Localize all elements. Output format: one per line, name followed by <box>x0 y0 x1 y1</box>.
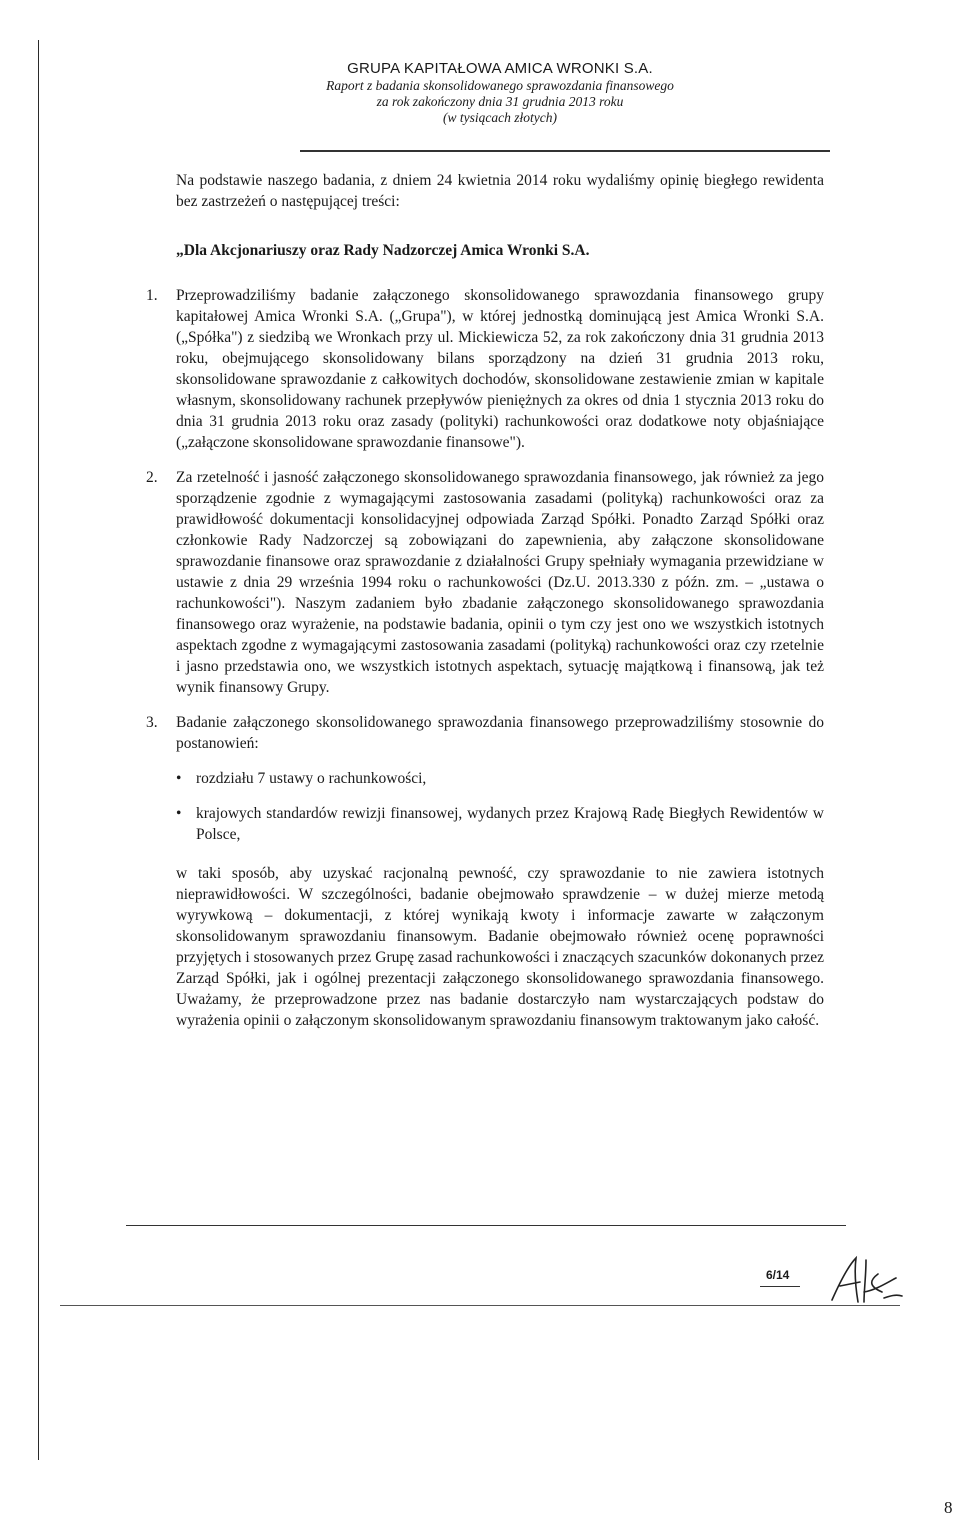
paragraph-text: Badanie załączonego skonsolidowanego sprawozdania finansowego przeprowadziliśmy stosownie do postanowień: <box>176 714 824 752</box>
paragraph-number: 2. <box>146 469 158 486</box>
intro-paragraph: Na podstawie naszego badania, z dniem 24 kwietnia 2014 roku wydaliśmy opinię biegłego rewidenta bez zastrzeżeń o następującej treści: <box>176 172 824 210</box>
bullet-dot: • <box>176 770 182 787</box>
scan-edge-line <box>38 40 39 1460</box>
numbered-paragraph-3 <box>146 712 824 754</box>
report-period-line: za rok zakończony dnia 31 grudnia 2013 roku <box>376 93 624 109</box>
paragraph-text: Przeprowadziliśmy badanie załączonego skonsolidowanego sprawozdania finansowego grupy kapitałowej Amica Wronki S.A. („Grupa"), w której jednostką dominującą jest Amica Wronki S.A. („Spółka") z siedzibą we Wronkach przy ul. Mickiewicza 52, za rok zakończony dnia 31 grudnia 2013 roku, obejmującego skonsolidowany bilans sporządzony na dzień 31 grudnia 2013 roku, skonsolidowane sprawozdanie z całkowitych dochodów, skonsolidowane zestawienie zmian w kapitale własnym, skonsolidowany rachunek przepływów pieniężnych za okres od dnia 1 stycznia 2013 roku do dnia 31 grudnia 2013 roku oraz zasady (polityki) rachunkowości oraz dodatkowe noty objaśniające („załączone skonsolidowane sprawozdanie finansowe"). <box>176 287 824 451</box>
signature-initials <box>826 1252 906 1312</box>
bullet-item <box>176 768 824 789</box>
paragraph-number: 3. <box>146 714 158 731</box>
page-number: 6/14 <box>766 1268 790 1282</box>
numbered-paragraph-1 <box>146 285 824 453</box>
opinion-addressee: „Dla Akcjonariuszy oraz Rady Nadzorczej Amica Wronki S.A. <box>176 242 590 259</box>
paragraph-text: Za rzetelność i jasność załączonego skonsolidowanego sprawozdania finansowego, jak również za jego sporządzenie zgodnie z wymagającymi zastosowania zasadami (polityką) rachunkowości oraz za prawidłowość dokumentacji konsolidacyjnej odpowiada Zarząd Spółki. Ponadto Zarząd Spółki oraz członkowie Rady Nadzorczej są zobowiązani do zapewnienia, aby załączone skonsolidowane sprawozdanie finansowe oraz sprawozdanie z działalności Grupy spełniały wymagania przewidziane w ustawie z dnia 29 września 1994 roku o rachunkowości (Dz.U. 2013.330 z późn. zm. – „ustawa o rachunkowości"). Naszym zadaniem było zbadanie załączonego skonsolidowanego sprawozdania finansowego oraz wyrażenie, na podstawie badania, opinii o tym czy jest ono we wszystkich istotnych aspektach zgodne z wymagającymi zastosowania zasadami (polityką) rachunkowości oraz czy rzetelnie i jasno przedstawia ono, we wszystkich istotnych aspektach, sytuację majątkową i finansową, jak też wynik finansowy Grupy. <box>176 469 824 696</box>
numbered-paragraph-2 <box>146 467 824 698</box>
audit-scope-paragraph: w taki sposób, aby uzyskać racjonalną pewność, czy sprawozdanie to nie zawiera istotnych nieprawidłowości. W szczególności, badanie obejmowało sprawdzenie – w dużej mierze metodą wyrywkową – dokumentacji, z której wynikają kwoty i informacje zawarte w załączonym skonsolidowanym sprawozdaniu finansowym. Badanie obejmowało również ocenę poprawności przyjętych i stosowanych przez Grupę zasad rachunkowości i znaczących szacunków dokonanych przez Zarząd Spółki, jak i ogólnej prezentacji załączonego skonsolidowanego sprawozdania finansowego. Uważamy, że przeprowadzone przez nas badanie dostarczyło nam wystarczających podstaw do wyrażenia opinii o załączonym skonsolidowanym sprawozdaniu finansowym traktowanym jako całość. <box>176 865 824 1029</box>
header-divider <box>300 150 830 152</box>
footer-divider <box>126 1225 846 1226</box>
bullet-text: krajowych standardów rewizji finansowej, wydanych przez Krajową Radę Biegłych Rewidentów w Polsce, <box>196 805 824 843</box>
report-title-line: Raport z badania skonsolidowanego sprawozdania finansowego <box>326 77 674 93</box>
document-header <box>240 60 760 125</box>
bullet-dot: • <box>176 805 182 822</box>
paragraph-number: 1. <box>146 287 158 304</box>
scan-bottom-line <box>60 1305 900 1306</box>
currency-note: (w tysiącach złotych) <box>443 109 557 125</box>
page-number-underline <box>760 1286 800 1287</box>
bullet-item <box>176 803 824 845</box>
document-body <box>146 170 824 1031</box>
sheet-number: 8 <box>944 1498 953 1517</box>
bullet-text: rozdziału 7 ustawy o rachunkowości, <box>196 770 427 787</box>
company-name: GRUPA KAPITAŁOWA AMICA WRONKI S.A. <box>347 60 653 77</box>
